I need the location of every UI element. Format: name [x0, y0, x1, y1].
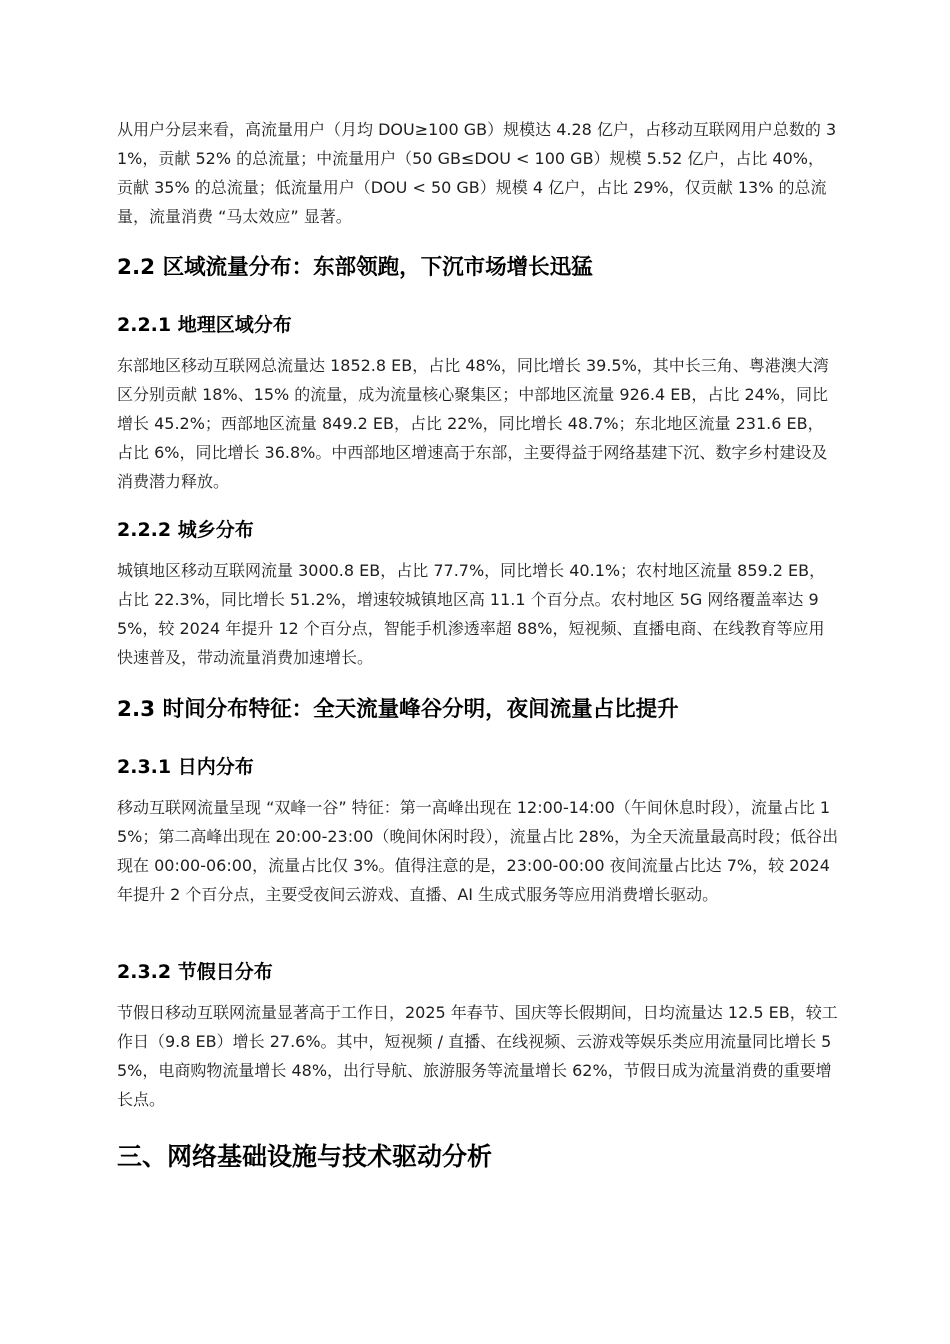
heading-2-2: 2.2 区域流量分布：东部领跑，下沉市场增长迅猛 — [117, 255, 593, 280]
heading-2-2-1: 2.2.1 地理区域分布 — [117, 314, 292, 336]
paragraph-holiday: 节假日移动互联网流量显著高于工作日，2025 年春节、国庆等长假期间，日均流量达 12.5 EB，较工作日（9.8 EB）增长 27.6%。其中，短视频 / 直播、在线视频、云游戏等娱乐类应用流量同比增长 55%，电商购物流量增长 48%，出行导航、旅游服务等流量增长 62%，节假日成为流量消费的重要增长点。 — [117, 1003, 838, 1109]
heading-2-2-2: 2.2.2 城乡分布 — [117, 519, 254, 541]
paragraph-daily: 移动互联网流量呈现 “双峰一谷” 特征：第一高峰出现在 12:00-14:00（午间休息时段），流量占比 15%；第二高峰出现在 20:00-23:00（晚间休闲时段），流量占比 28%，为全天流量最高时段；低谷出现在 00:00-06:00，流量占比仅 3%。值得注意的是，23:00-00:00 夜间流量占比达 7%，较 2024 年提升 2 个百分点，主要受夜间云游戏、直播、AI 生成式服务等应用消费增长驱动。 — [117, 798, 839, 904]
heading-2-3-1: 2.3.1 日内分布 — [117, 756, 254, 778]
paragraph-user-tiers: 从用户分层来看，高流量用户（月均 DOU≥100 GB）规模达 4.28 亿户，占移动互联网用户总数的 31%，贡献 52% 的总流量；中流量用户（50 GB≤DOU < 100 GB）规模 5.52 亿户，占比 40%，贡献 35% 的总流量；低流量用户（DOU < 50 GB）规模 4 亿户，占比 29%，仅贡献 13% 的总流量，流量消费 “马太效应” 显著。 — [117, 120, 837, 226]
heading-2-3-2: 2.3.2 节假日分布 — [117, 961, 273, 983]
heading-2-3: 2.3 时间分布特征：全天流量峰谷分明，夜间流量占比提升 — [117, 697, 679, 722]
heading-section-3: 三、网络基础设施与技术驱动分析 — [117, 1142, 493, 1171]
paragraph-geographic: 东部地区移动互联网总流量达 1852.8 EB，占比 48%，同比增长 39.5%，其中长三角、粤港澳大湾区分别贡献 18%、15% 的流量，成为流量核心聚集区；中部地区流量 926.4 EB，占比 24%，同比增长 45.2%；西部地区流量 849.2 EB，占比 22%，同比增长 48.7%；东北地区流量 231.6 EB，占比 6%，同比增长 36.8%。中西部地区增速高于东部，主要得益于网络基建下沉、数字乡村建设及消费潜力释放。 — [117, 356, 829, 491]
paragraph-urban-rural: 城镇地区移动互联网流量 3000.8 EB，占比 77.7%，同比增长 40.1%；农村地区流量 859.2 EB，占比 22.3%，同比增长 51.2%，增速较城镇地区高 11.1 个百分点。农村地区 5G 网络覆盖率达 95%，较 2024 年提升 12 个百分点，智能手机渗透率超 88%，短视频、直播电商、在线教育等应用快速普及，带动流量消费加速增长。 — [117, 561, 826, 667]
